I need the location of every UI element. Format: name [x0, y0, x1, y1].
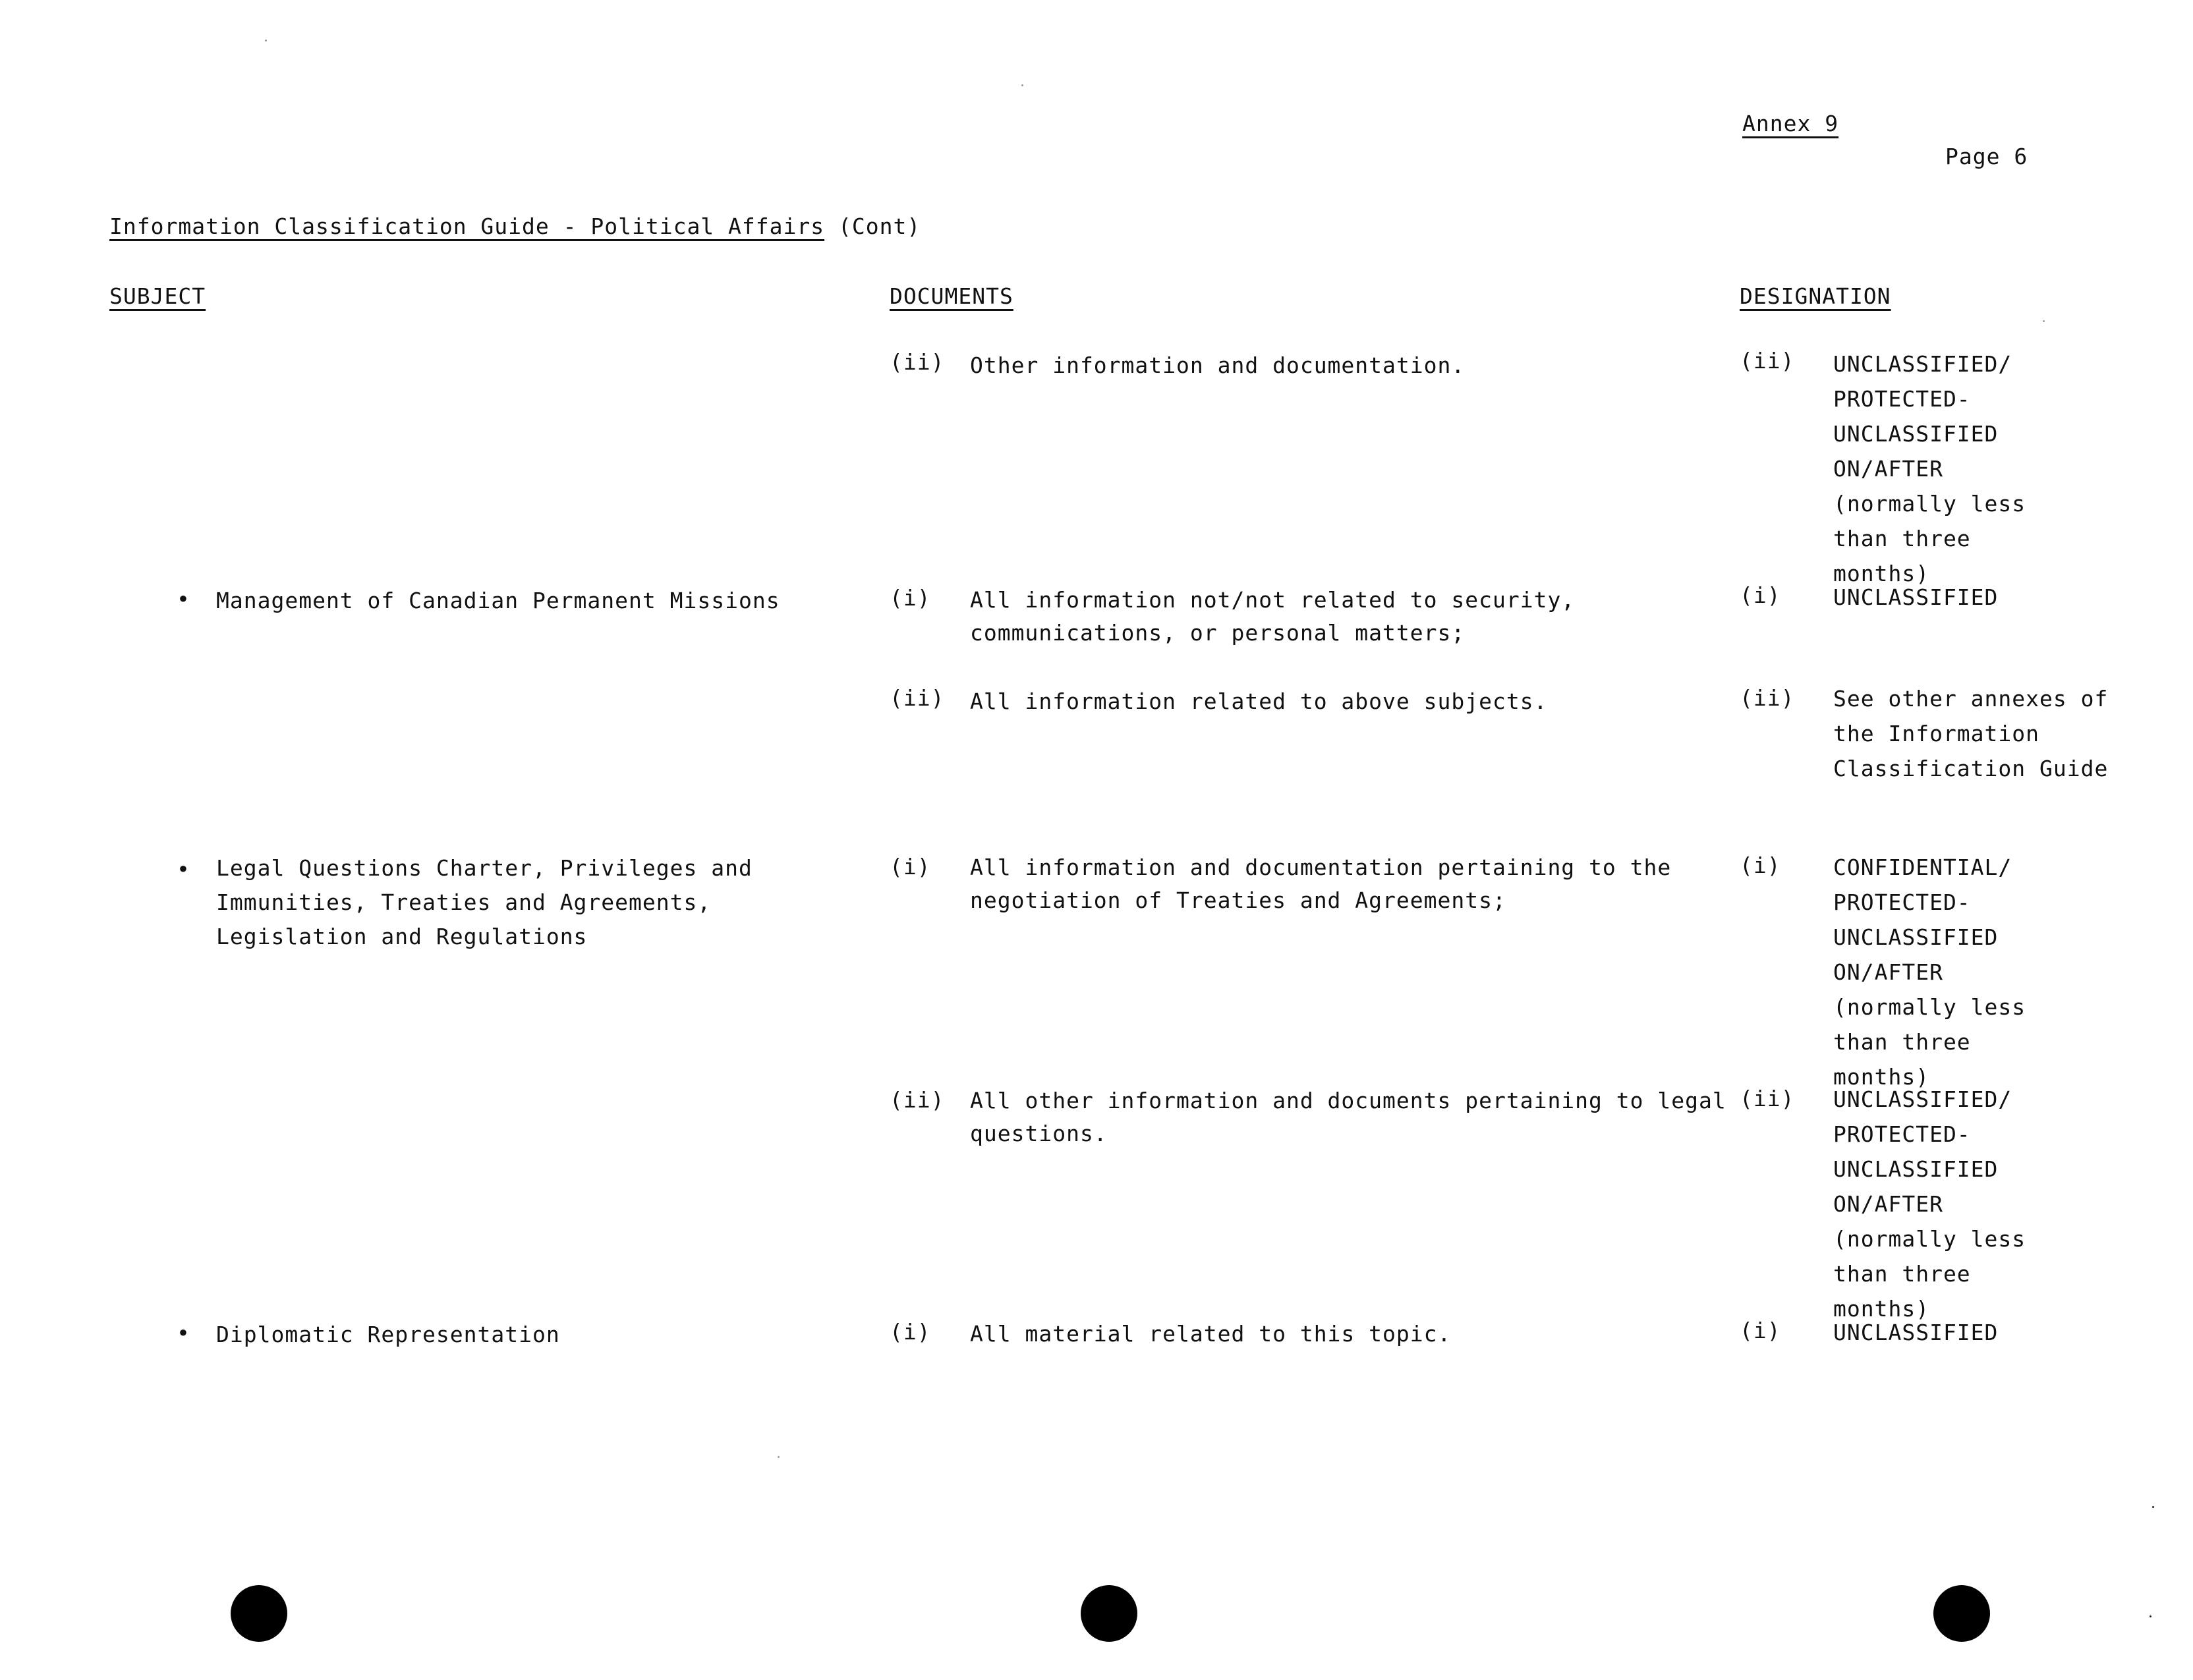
- document-text: All information not/not related to security, communications, or personal matters;: [970, 587, 1576, 646]
- scan-speck: [2150, 1615, 2151, 1617]
- document-text: All information related to above subjects.: [970, 688, 1548, 714]
- designation-text: UNCLASSIFIED: [1833, 1320, 1999, 1345]
- column-header-designation: DESIGNATION: [1740, 283, 1891, 309]
- column-header-subject: SUBJECT: [109, 283, 206, 309]
- document-text: All other information and documents pertaining to legal questions.: [970, 1088, 1726, 1146]
- document-number: (ii): [890, 1087, 945, 1113]
- scan-speck: [2152, 1506, 2154, 1508]
- title-main: Information Classification Guide - Political Affairs: [109, 213, 825, 239]
- scan-speck: [778, 1456, 780, 1458]
- designation-text: UNCLASSIFIED/ PROTECTED- UNCLASSIFIED ON/AFTER (normally less than three months): [1833, 1086, 2026, 1322]
- punch-hole-center: [1081, 1585, 1137, 1642]
- title-suffix: (Cont): [838, 213, 921, 239]
- bullet-marker: •: [177, 586, 190, 612]
- subject-text: Legal Questions Charter, Privileges and Immunities, Treaties and Agreements, Legislation and Regulations: [216, 855, 753, 949]
- bullet-marker: •: [177, 1320, 190, 1346]
- designation-number: (i): [1740, 853, 1781, 878]
- designation-text: UNCLASSIFIED/ PROTECTED- UNCLASSIFIED ON/AFTER (normally less than three months): [1833, 351, 2026, 586]
- subject-text: Diplomatic Representation: [216, 1322, 560, 1347]
- designation-number: (ii): [1740, 1086, 1795, 1111]
- bullet-marker: •: [177, 856, 190, 882]
- page-title: [109, 213, 921, 239]
- designation-text: See other annexes of the Information Classification Guide: [1833, 686, 2109, 781]
- designation-number: (ii): [1740, 348, 1795, 374]
- scan-speck: [1021, 84, 1023, 86]
- designation-number: (i): [1740, 1318, 1781, 1343]
- scan-speck: [2043, 320, 2045, 322]
- document-text: Other information and documentation.: [970, 352, 1466, 378]
- scan-speck: [265, 40, 267, 42]
- document-text: All material related to this topic.: [970, 1321, 1452, 1347]
- designation-number: (ii): [1740, 685, 1795, 711]
- document-number: (i): [890, 1319, 931, 1345]
- subject-text: Management of Canadian Permanent Missions: [216, 588, 780, 613]
- document-number: (i): [890, 585, 931, 611]
- punch-hole-right: [1933, 1585, 1990, 1642]
- page-number: Page 6: [1945, 144, 2028, 169]
- designation-text: CONFIDENTIAL/ PROTECTED- UNCLASSIFIED ON/AFTER (normally less than three months): [1833, 854, 2026, 1090]
- annex-label: Annex 9: [1742, 111, 1839, 136]
- document-number: (ii): [890, 685, 945, 711]
- document-number: (ii): [890, 349, 945, 375]
- designation-number: (i): [1740, 582, 1781, 608]
- designation-text: UNCLASSIFIED: [1833, 584, 1999, 610]
- punch-hole-left: [231, 1585, 287, 1642]
- column-header-documents: DOCUMENTS: [890, 283, 1013, 309]
- document-text: All information and documentation pertaining to the negotiation of Treaties and Agreements;: [970, 854, 1672, 913]
- document-number: (i): [890, 854, 931, 880]
